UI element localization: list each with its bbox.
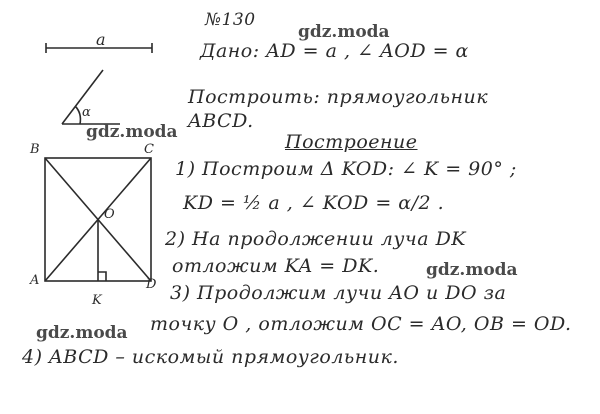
watermark: gdz.moda — [426, 260, 518, 280]
task-line-1: Построить: прямоугольник — [188, 86, 489, 108]
step-3-line-1: 3) Продолжим лучи AO и DO за — [170, 282, 507, 304]
step-1-line-2: KD = ½ a , ∠ KOD = α/2 . — [183, 192, 445, 214]
step-3-line-2: точку O , отложим OC = AO, OB = OD. — [150, 313, 572, 335]
given-line: Дано: AD = a , ∠ AOD = α — [200, 40, 469, 62]
point-k-label: K — [92, 293, 103, 308]
vertex-c-label: C — [144, 142, 155, 157]
step-4: 4) ABCD – искомый прямоугольник. — [22, 346, 399, 368]
step-2-line-1: 2) На продолжении луча DK — [165, 228, 466, 250]
task-line-2: ABCD. — [188, 110, 254, 132]
watermark: gdz.moda — [86, 122, 178, 142]
angle-alpha-label: α — [82, 105, 92, 120]
watermark: gdz.moda — [36, 323, 128, 343]
watermark: gdz.moda — [298, 22, 390, 42]
point-o-label: O — [104, 207, 116, 222]
step-2-line-2: отложим KA = DK. — [172, 255, 380, 277]
vertex-d-label: D — [146, 277, 157, 292]
segment-a-label: a — [96, 30, 107, 49]
vertex-b-label: B — [30, 142, 41, 157]
vertex-a-label: A — [30, 273, 40, 288]
right-angle-mark — [98, 272, 106, 281]
construction-title: Построение — [285, 131, 418, 153]
problem-number: №130 — [205, 10, 256, 30]
step-1-line-1: 1) Построим Δ KOD: ∠ K = 90° ; — [175, 158, 517, 180]
rectangle-abcd — [45, 158, 151, 281]
